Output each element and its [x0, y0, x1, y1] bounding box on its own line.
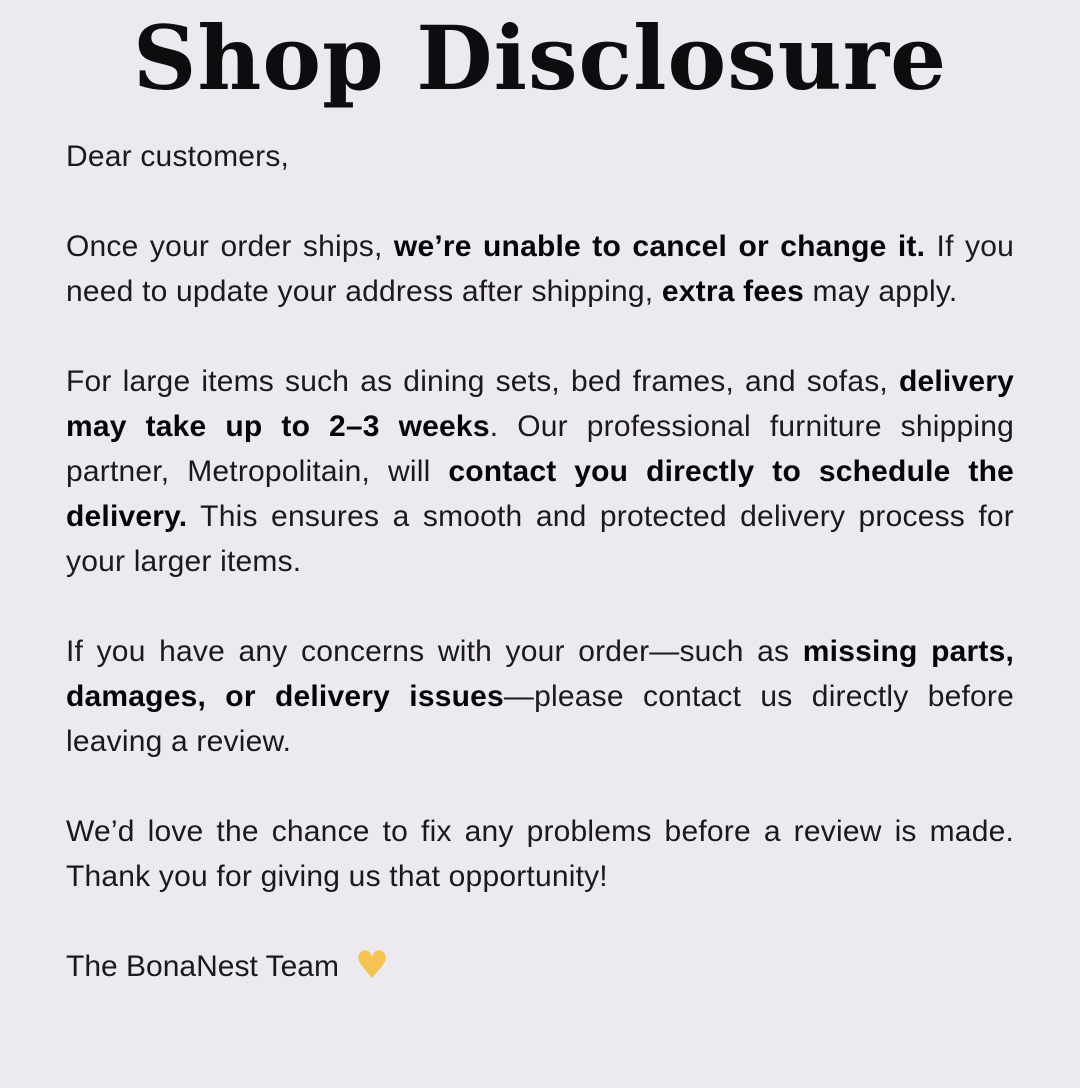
disclosure-card [0, 8, 1080, 1088]
yellow-heart-icon: ♥ [354, 943, 390, 987]
signature-text: The BonaNest Team [66, 950, 339, 983]
paragraph: Once your order ships, we’re unable to cancel or change it. If you need to update your address after shipping, extra fees may apply. [66, 230, 1014, 308]
paragraph: We’d love the chance to fix any problems before a review is made. Thank you for giving us that opportunity! [66, 815, 1014, 893]
paragraph: For large items such as dining sets, bed frames, and sofas, delivery may take up to 2–3 weeks. Our professional furniture shipping partner, Metropolitain, will contact you directly to schedule the delivery. This ensures a smooth and protected delivery process for your larger items. [66, 365, 1015, 578]
paragraph: If you have any concerns with your order—such as missing parts, damages, or delivery issues—please contact us directly before leaving a review. [66, 635, 1014, 758]
body-text [0, 134, 1080, 899]
paragraph: Dear customers, [66, 140, 290, 173]
signature [0, 944, 1080, 989]
page-title: Shop Disclosure [132, 6, 948, 110]
